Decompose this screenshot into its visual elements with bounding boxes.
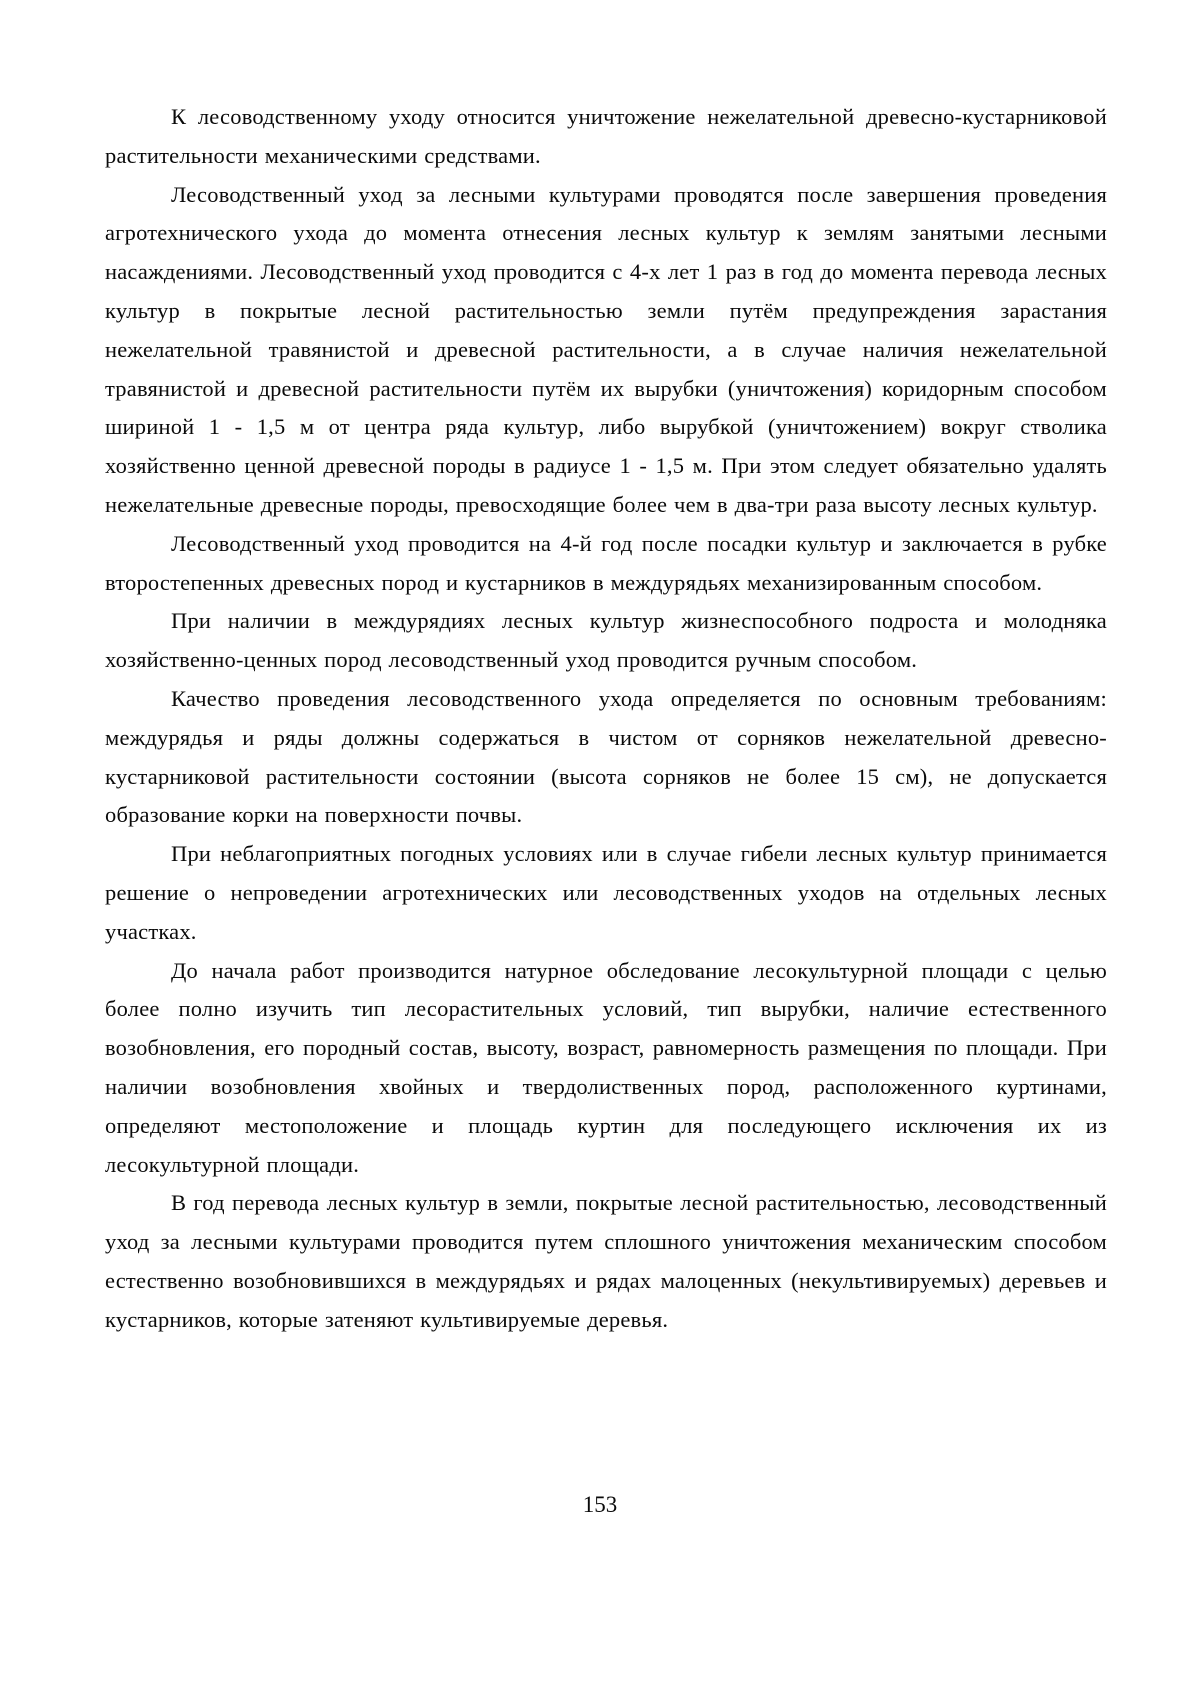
paragraph-4: При наличии в междурядиях лесных культур жизнеспособного подроста и молодняка хозяйственно-ценных пород лесоводственный уход проводится ручным способом. bbox=[105, 608, 1107, 673]
paragraph-2: Лесоводственный уход за лесными культурами проводятся после завершения проведения агротехнического ухода до момента отнесения лесных культур к землям занятыми лесными насаждениями. Лесоводственный уход проводится с 4-х лет 1 раз в год до момента перевода лесных культур в покрытые лесной растительностью земли путём предупреждения зарастания нежелательной травянистой и древесной растительности, а в случае наличия нежелательной травянистой и древесной растительности путём их вырубки (уничтожения) коридорным способом шириной 1 - 1,5 м от центра ряда культур, либо вырубкой (уничтожением) вокруг стволика хозяйственно ценной древесной породы в радиусе 1 - 1,5 м. При этом следует обязательно удалять нежелательные древесные породы, превосходящие более чем в два-три раза высоту лесных культур. bbox=[105, 181, 1107, 517]
page-number: 153 bbox=[582, 1492, 618, 1517]
paragraph-5: Качество проведения лесоводственного ухода определяется по основным требованиям: междурядья и ряды должны содержаться в чистом от сорняков нежелательной древесно-кустарниковой растительности состоянии (высота сорняков не более 15 см), не допускается образование корки на поверхности почвы. bbox=[105, 685, 1107, 828]
paragraph-8: В год перевода лесных культур в земли, покрытые лесной растительностью, лесоводственный уход за лесными культурами проводится путем сплошного уничтожения механическим способом естественно возобновившихся в междурядьях и рядах малоценных (некультивируемых) деревьев и кустарников, которые затеняют культивируемые деревья. bbox=[105, 1190, 1107, 1332]
document-text-block bbox=[105, 98, 1107, 1340]
paragraph-7: До начала работ производится натурное обследование лесокультурной площади с целью более полно изучить тип лесорастительных условий, тип вырубки, наличие естественного возобновления, его породный состав, высоту, возраст, равномерность размещения по площади. При наличии возобновления хвойных и твердолиственных пород, расположенного куртинами, определяют местоположение и площадь куртин для последующего исключения их из лесокультурной площади. bbox=[105, 957, 1107, 1177]
paragraph-6: При неблагоприятных погодных условиях или в случае гибели лесных культур принимается решение о непроведении агротехнических или лесоводственных уходов на отдельных лесных участках. bbox=[105, 841, 1107, 944]
paragraph-3: Лесоводственный уход проводится на 4-й год после посадки культур и заключается в рубке второстепенных древесных пород и кустарников в междурядьях механизированным способом. bbox=[105, 530, 1107, 595]
paragraph-1: К лесоводственному уходу относится уничтожение нежелательной древесно-кустарниковой растительности механическими средствами. bbox=[105, 104, 1107, 168]
